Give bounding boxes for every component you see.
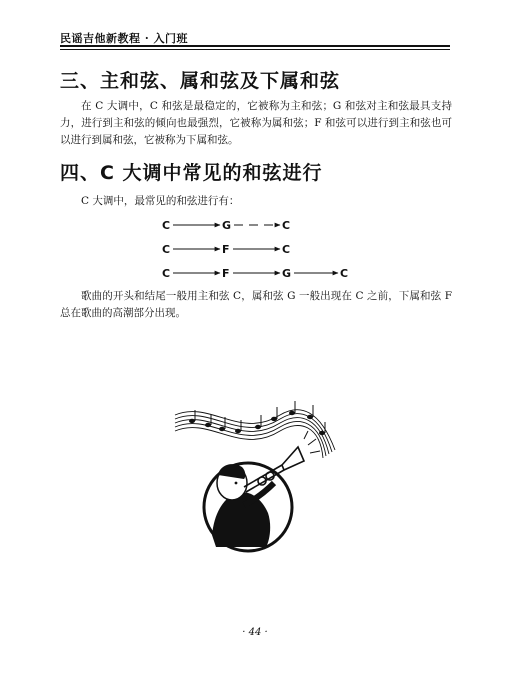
progression-1 [162,218,362,232]
page-number: · 44 · [242,627,268,638]
trumpet-player-icon [170,395,350,560]
running-header [60,30,450,46]
chord-c: C [162,219,171,232]
progression-2 [162,242,362,256]
chord-c: C [162,267,171,280]
trumpet-player-illustration [170,395,350,560]
section-4-heading: 四、C 大调中常见的和弦进行 [60,162,323,184]
chord-c: C [162,243,171,256]
section-4-intro: C 大调中，最常见的和弦进行有： [81,195,240,207]
progression-3 [162,266,362,280]
chord-g: G [282,267,292,280]
header-rule-thin [60,49,450,50]
header-rule [60,45,450,47]
chord-c: C [282,219,291,232]
chord-f: F [222,267,230,280]
chord-f: F [222,243,230,256]
section-4-conclusion: 歌曲的开头和结尾一般用主和弦 C，属和弦 G 一般出现在 C 之前，下属和弦 F 总在歌曲的高潮部分出现。 [60,290,452,319]
chord-c: C [340,267,349,280]
chord-c: C [282,243,291,256]
book-title: 民谣吉他新教程 · 入门班 [60,32,188,45]
section-3-heading: 三、主和弦、属和弦及下属和弦 [60,70,341,92]
section-3-paragraph: 在 C 大调中，C 和弦是最稳定的，它被称为主和弦；G 和弦对主和弦最具支持力，进行到主和弦的倾向也最强烈，它被称为属和弦；F 和弦可以进行到主和弦也可以进行到属和弦，它被称为下属和弦。 [60,100,452,146]
chord-g: G [222,219,232,232]
